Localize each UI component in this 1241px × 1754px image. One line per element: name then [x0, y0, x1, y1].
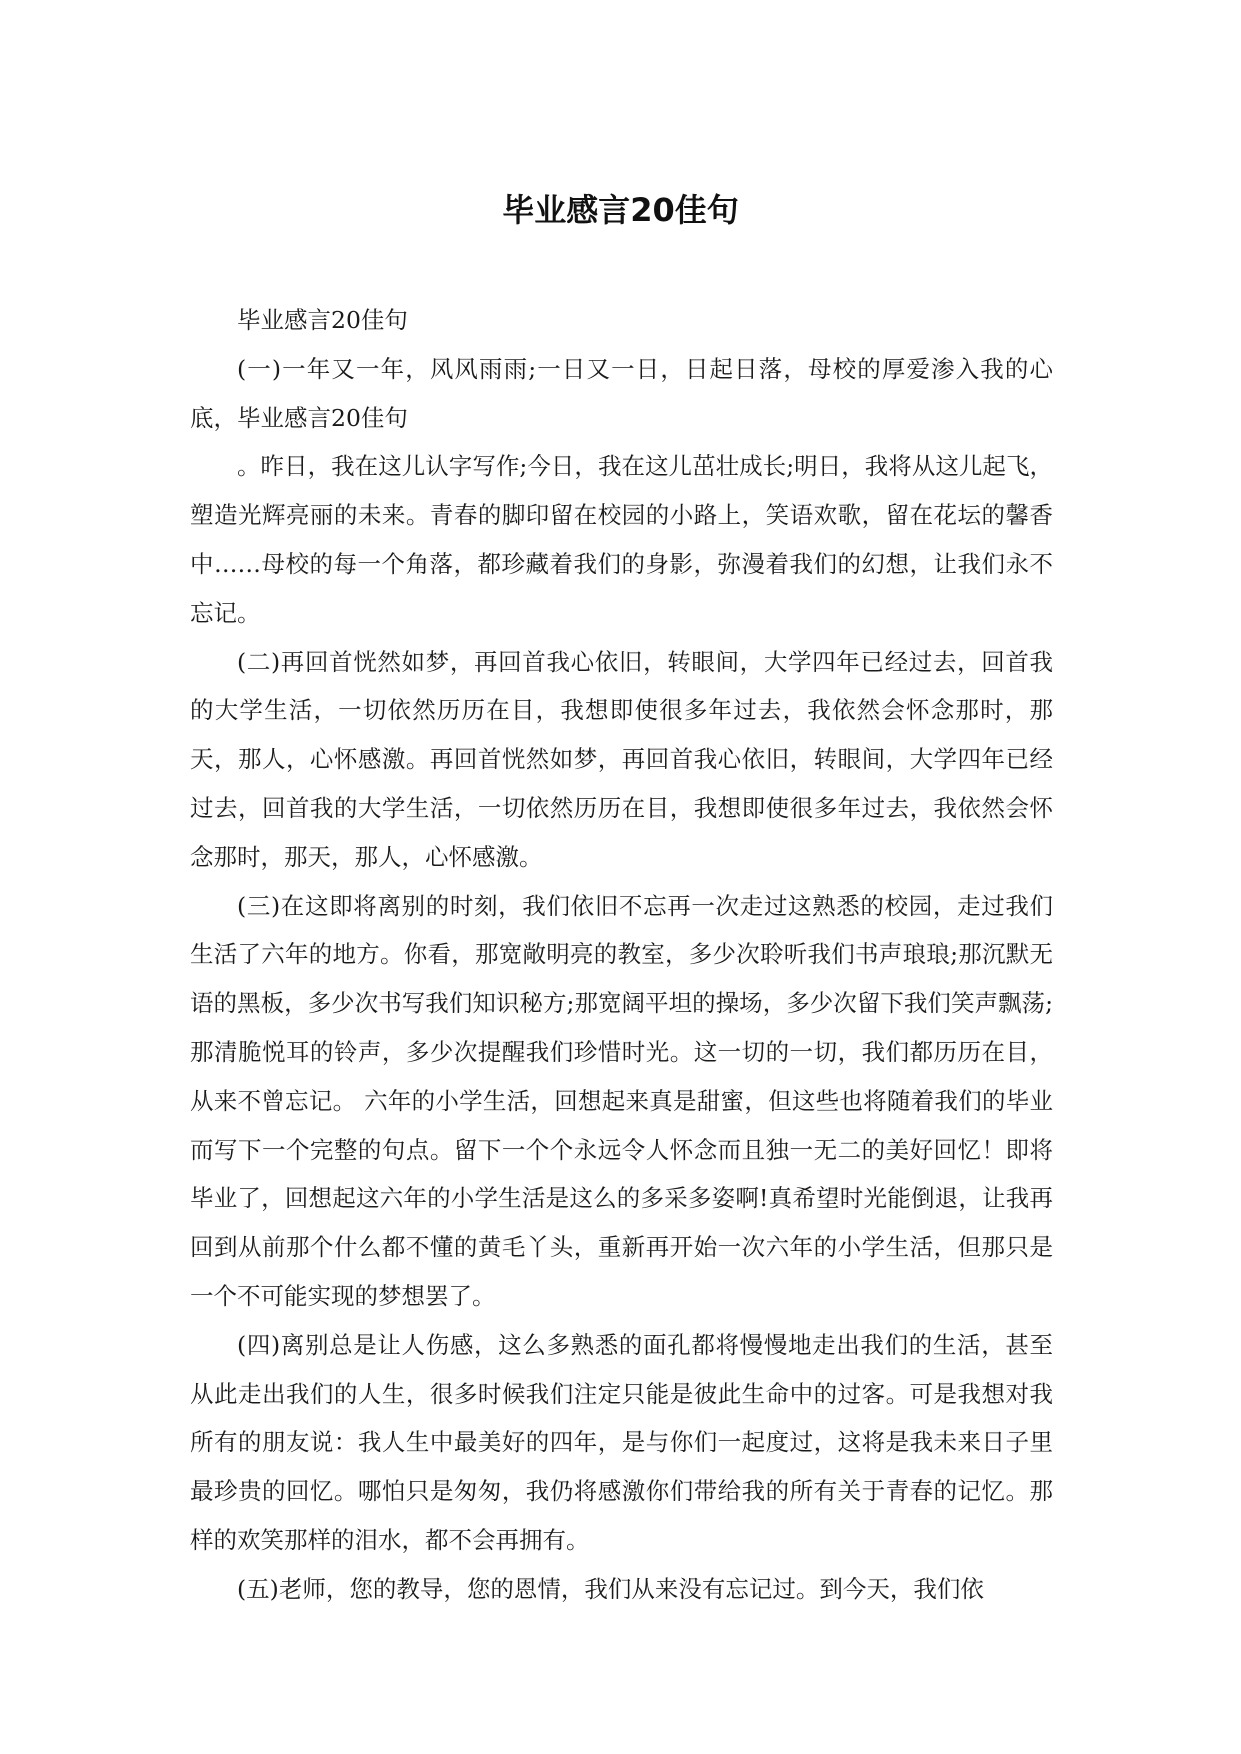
paragraph-5: (五)老师，您的教导，您的恩情，我们从来没有忘记过。到今天，我们依: [237, 1574, 984, 1603]
paragraph-4: (四)离别总是让人伤感，这么多熟悉的面孔都将慢慢地走出我们的生活，甚至从此走出我们的人生，很多时候我们注定只能是彼此生命中的过客。可是我想对我所有的朋友说：我人生中最美好的四年，是与你们一起度过，这将是我未来日子里最珍贵的回忆。哪怕只是匆匆，我仍将感激你们带给我的所有关于青春的记忆。那样的欢笑那样的泪水，都不会再拥有。: [190, 1330, 1053, 1554]
paragraph-1-continued: 。昨日，我在这儿认字写作;今日，我在这儿茁壮成长;明日，我将从这儿起飞，塑造光辉亮丽的未来。青春的脚印留在校园的小路上，笑语欢歌，留在花坛的馨香中……母校的每一个角落，都珍藏着我们的身影，弥漫着我们的幻想，让我们永不忘记。: [190, 452, 1053, 627]
paragraph-3: (三)在这即将离别的时刻，我们依旧不忘再一次走过这熟悉的校园，走过我们生活了六年的地方。你看，那宽敞明亮的教室，多少次聆听我们书声琅琅;那沉默无语的黑板，多少次书写我们知识秘方;那宽阔平坦的操场，多少次留下我们笑声飘荡;那清脆悦耳的铃声，多少次提醒我们珍惜时光。这一切的一切，我们都历历在目，从来不曾忘记。 六年的小学生活，回想起来真是甜蜜，但这些也将随着我们的毕业而写下一个完整的句点。留下一个个永远令人怀念而且独一无二的美好回忆！即将毕业了，回想起这六年的小学生活是这么的多采多姿啊!真希望时光能倒退，让我再回到从前那个什么都不懂的黄毛丫头，重新再开始一次六年的小学生活，但那只是一个不可能实现的梦想罢了。: [190, 891, 1053, 1310]
document-title: 毕业感言20佳句: [502, 191, 739, 229]
document-body: [190, 296, 1053, 1614]
paragraph-2: (二)再回首恍然如梦，再回首我心依旧，转眼间，大学四年已经过去，回首我的大学生活，一切依然历历在目，我想即使很多年过去，我依然会怀念那时，那天，那人，心怀感激。再回首恍然如梦，再回首我心依旧，转眼间，大学四年已经过去，回首我的大学生活，一切依然历历在目，我想即使很多年过去，我依然会怀念那时，那天，那人，心怀感激。: [190, 647, 1053, 871]
paragraph-1: (一)一年又一年，风风雨雨;一日又一日，日起日落，母校的厚爱渗入我的心底，毕业感言20佳句: [190, 354, 1053, 432]
paragraph-subtitle: 毕业感言20佳句: [237, 306, 408, 334]
